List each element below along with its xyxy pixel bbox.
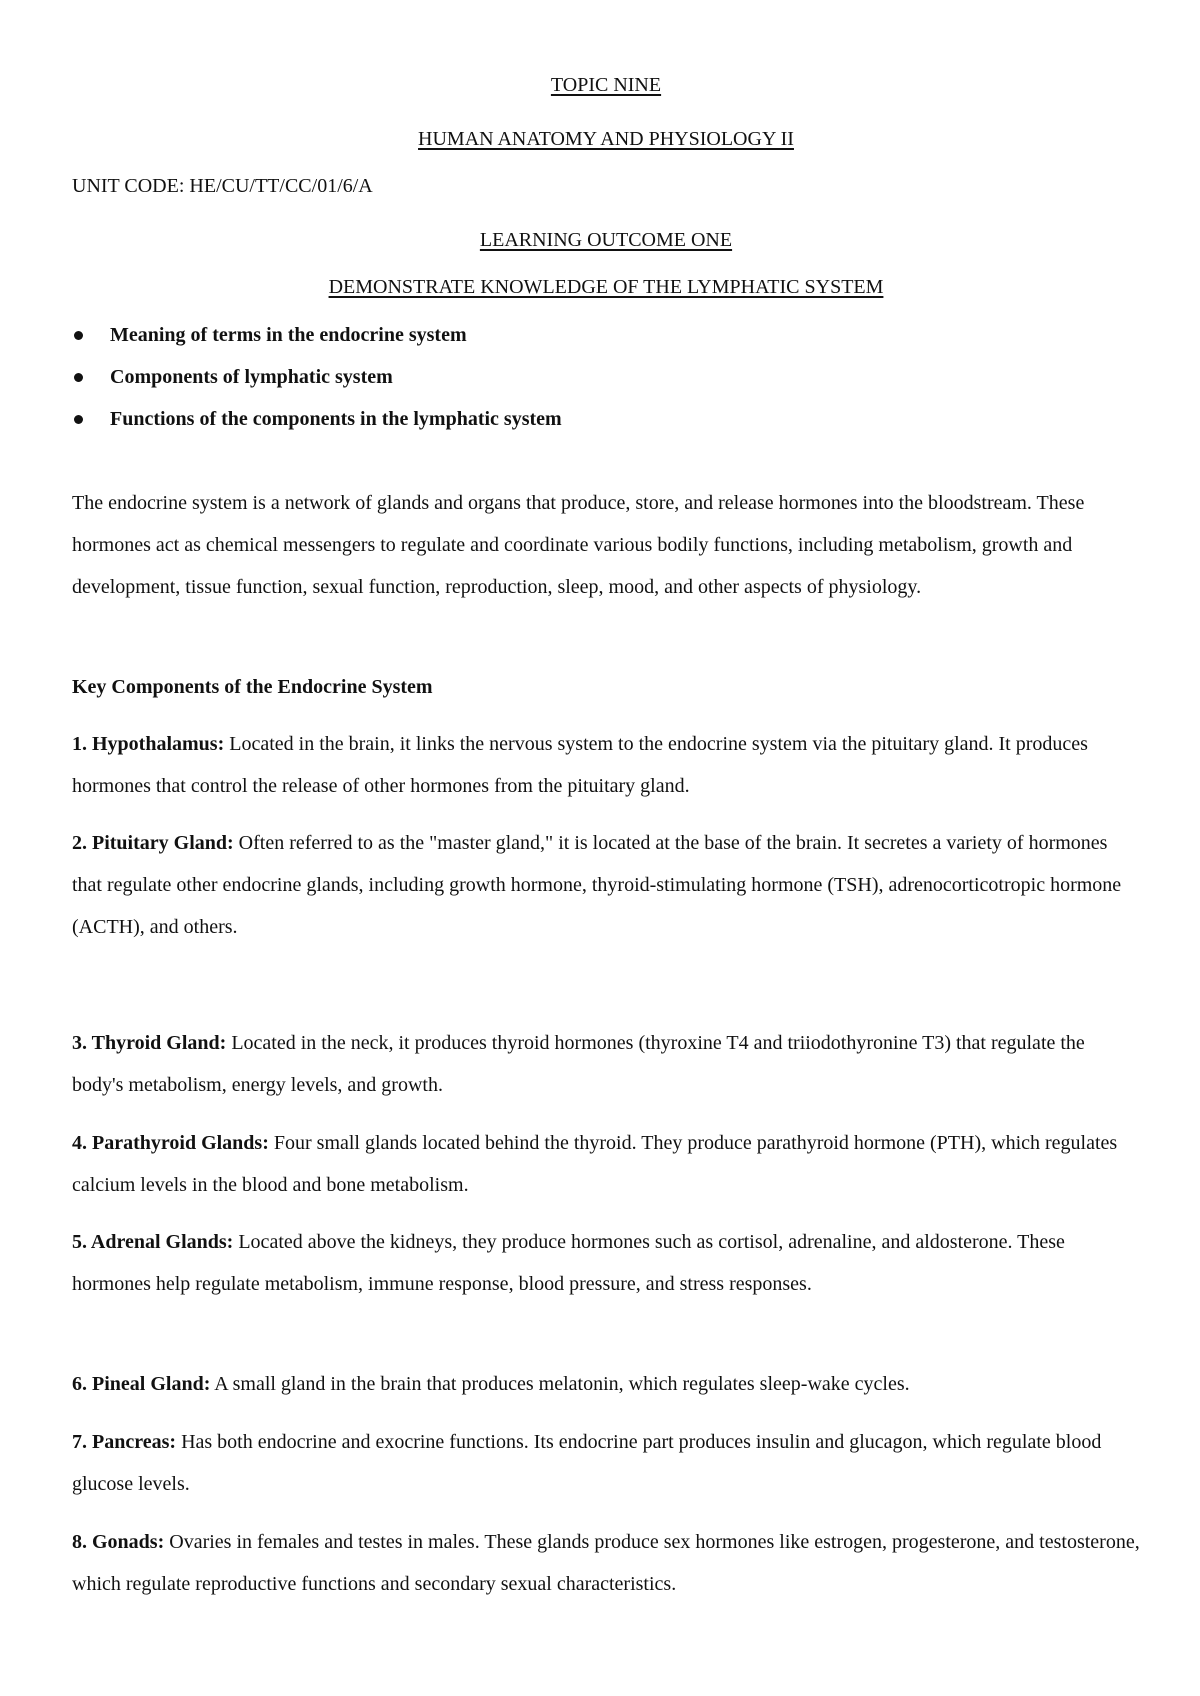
component-text: Often referred to as the "master gland," it is located at the base of the brain. It secretes a variety of hormones that regulate other endocrine glands, including growth hormone, thyroid-stimulating hormone (TSH), adrenocorticotropic hormone (ACTH), and others.: [72, 832, 1122, 938]
topic-title: TOPIC NINE: [550, 74, 662, 96]
component-text: Has both endocrine and exocrine functions. Its endocrine part produces insulin and glucagon, which regulate blood glucose levels.: [72, 1431, 1102, 1495]
intro-paragraph: The endocrine system is a network of glands and organs that produce, store, and release hormones into the bloodstream. These hormones act as chemical messengers to regulate and coordinate various bodily functions, including metabolism, growth and development, tissue function, sexual function, reproduction, sleep, mood, and other aspects of physiology.: [72, 492, 1085, 598]
component-term: 4. Parathyroid Glands:: [72, 1132, 269, 1154]
unit-code: [72, 175, 373, 198]
component-item: [72, 1122, 1140, 1206]
component-item: [72, 822, 1140, 948]
component-term: 2. Pituitary Gland:: [72, 832, 234, 854]
component-term: 5. Adrenal Glands:: [72, 1231, 234, 1253]
outcome-title: DEMONSTRATE KNOWLEDGE OF THE LYMPHATIC SYSTEM: [328, 276, 884, 298]
component-term: 8. Gonads:: [72, 1531, 165, 1553]
bullet-list: [72, 320, 562, 446]
component-item: [72, 723, 1140, 807]
component-term: 1. Hypothalamus:: [72, 733, 225, 755]
component-text: A small gland in the brain that produces melatonin, which regulates sleep-wake cycles.: [214, 1373, 910, 1395]
bullet-dot-icon: [74, 373, 83, 382]
component-text: Located in the brain, it links the nervous system to the endocrine system via the pituitary gland. It produces hormones that control the release of other hormones from the pituitary gland.: [72, 733, 1088, 797]
course-title: HUMAN ANATOMY AND PHYSIOLOGY II: [418, 128, 794, 150]
component-text: Ovaries in females and testes in males. These glands produce sex hormones like estrogen, progesterone, and testosterone, which regulate reproductive functions and secondary sexual characteristics.: [72, 1531, 1140, 1595]
component-item: [72, 1421, 1140, 1505]
component-text: Located above the kidneys, they produce hormones such as cortisol, adrenaline, and aldosterone. These hormones help regulate metabolism, immune response, blood pressure, and stress responses.: [72, 1231, 1065, 1295]
component-term: 6. Pineal Gland:: [72, 1373, 211, 1395]
component-item: [72, 1221, 1140, 1305]
unit-code-label: UNIT CODE:: [72, 175, 185, 197]
bullet-item: Components of lymphatic system: [72, 362, 562, 404]
component-item: [72, 1363, 1140, 1405]
component-text: Four small glands located behind the thyroid. They produce parathyroid hormone (PTH), which regulates calcium levels in the blood and bone metabolism.: [72, 1132, 1118, 1196]
unit-code-value: HE/CU/TT/CC/01/6/A: [189, 175, 373, 197]
component-item: [72, 1022, 1140, 1106]
component-item: [72, 1521, 1140, 1605]
bullet-dot-icon: [74, 331, 83, 340]
component-term: 3. Thyroid Gland:: [72, 1032, 227, 1054]
bullet-item: Functions of the components in the lymphatic system: [72, 404, 562, 446]
component-term: 7. Pancreas:: [72, 1431, 177, 1453]
learning-outcome: LEARNING OUTCOME ONE: [479, 229, 733, 251]
bullet-dot-icon: [74, 415, 83, 424]
component-text: Located in the neck, it produces thyroid hormones (thyroxine T4 and triiodothyronine T3) that regulate the body's metabolism, energy levels, and growth.: [72, 1032, 1085, 1096]
bullet-item: Meaning of terms in the endocrine system: [72, 320, 562, 362]
section-heading: Key Components of the Endocrine System: [72, 676, 433, 698]
